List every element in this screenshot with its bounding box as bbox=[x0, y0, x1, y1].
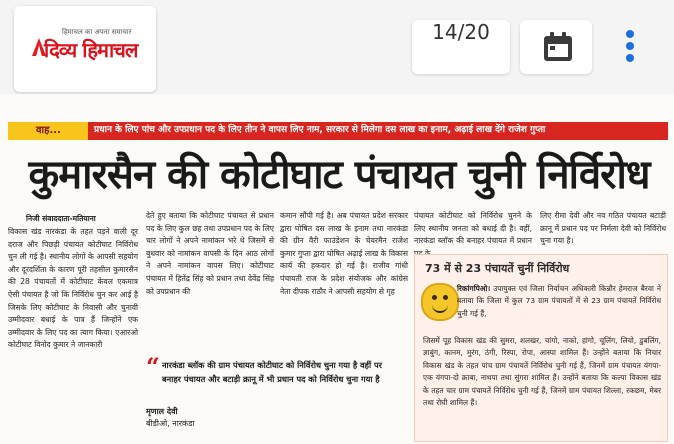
more-options-button[interactable] bbox=[616, 22, 644, 70]
logo-tagline: हिमाचल का अपना समाचार bbox=[62, 28, 132, 36]
quote-icon: “ bbox=[146, 352, 160, 381]
quote-place: बीडीओ, नारकंडा bbox=[146, 419, 195, 428]
quote-text: नारकंडा ब्लॉक की ग्राम पंचायत कोटीघाट को निर्विरोध चुना गया है वहीं पर बनाहर पंचायत और बटाड़ी क्रानू में भी प्रधान पद को निर्विरोध चुना गया है bbox=[162, 360, 382, 384]
article-column: विकास खंड नारकंडा के तहत पड़ने वाली दूर दराज और पिछड़ी पंचायत कोटीघाट निर्विरोध चुन ली गई है। स्थानीय लोगों के आपसी सहयोग और दूरदर्शिता के कारण पूरी तहसील कुमारसैन की 28 पंचायतों में कोटीघाट केवल एकमात्र ऐसी पंचायत है जो कि निर्विरोध चुन कर आई है जिसके लिए कोटीघाट के निवासी और चुनावी उम्मीदवार बधाई के पात्र हैं जिन्होंने एक उम्मीदवार के लिए पद का त्याग किया। एआरओ कोटीघाट विनोद कुमार ने जानकारी bbox=[8, 227, 138, 350]
article-column: पंचायत कोटीघाट को निर्विरोध चुनने के लिए स्थानीय जनता को बधाई दी है। वहीं, नारकंडा ब्लॉक की बनाहर पंचायत में प्रधान bbox=[414, 211, 532, 246]
sidebar-box bbox=[414, 254, 668, 442]
article-column: लिए रीमा देवी और नव गठित पंचायत बटाड़ी क्रानू में प्रधान पद पर निर्मला देवी को निर्विरोध चुना गया है। bbox=[540, 211, 666, 246]
calendar-button[interactable] bbox=[520, 20, 592, 74]
logo-name: दिव्य हिमाचल bbox=[44, 38, 138, 62]
article-byline: निजी संवाददाता-मतियाना bbox=[26, 214, 96, 223]
more-vertical-icon bbox=[626, 42, 634, 50]
smiley-icon bbox=[421, 283, 459, 321]
sidebar-lead bbox=[457, 283, 661, 320]
quote-author: मृणाल देवी bbox=[146, 407, 178, 416]
more-vertical-icon bbox=[626, 30, 634, 38]
news-ticker bbox=[8, 122, 668, 140]
sidebar-title: 73 में से 23 पंचायतें चुनीं निर्विरोध bbox=[425, 262, 570, 275]
newspaper-page bbox=[0, 94, 674, 444]
sidebar-lead-text: उपायुक्त एवं जिला निर्वाचन अधिकारी किन्नौर हेमराज बैरवा ने बताया कि जिला में कुल 73 ग्राम पंचायतों में से 23 ग्राम पंचायतें निर्विरोध चुनी गई हैं, bbox=[457, 284, 661, 318]
page-counter[interactable]: 14/20 bbox=[412, 20, 510, 74]
publication-logo[interactable] bbox=[14, 6, 156, 92]
article-headline: कुमारसैन की कोटीघाट पंचायत चुनी निर्विरोध bbox=[28, 151, 650, 198]
article-column: देते हुए बताया कि कोटीघाट पंचायत से प्रधान पद के लिए कुल छह तथा उपप्रधान पद के लिए चार लोगों ने अपने नामांकन भरे थे जिसमें से बुधवार को नामांकन वापसी के दिन आठ लोगों ने अपने नामांकन वापस लिए। कोटीघाट पंचायत में हितेंद्र सिंह को प्रधान तथा देवेंद्र सिंह को उपप्रधान की bbox=[146, 211, 274, 296]
app-header bbox=[0, 0, 674, 94]
calendar-icon bbox=[542, 31, 574, 63]
more-vertical-icon bbox=[626, 54, 634, 62]
sidebar-body: जिसमें पूह विकास खंड की सुमरा, शलखर, चांगो, नाको, हांगो, चूलिंग, लियो, डुबलिंग, ज्ञाबुंग, कानम, मुरंग, ठंगी, रिस्पा, रोपा, आस्पा शामिल हैं। उन्होंने बताया कि निचार विकास खंड के तहत पांच ग्राम पंचायतें निर्विरोध चुनी गई हैं, जिनमें ग्राम पंचायत यंगपा-एक यंगपा-दो क्राबा, नाथपा तथा सुंगरा शामिल हैं। उन्होंने बताया कि कल्पा विकास खंड के तहत चार ग्राम पंचायतें निर्विरोध चुनी गई हैं, जिनमें ग्राम पंचायत शिल्ला, रकछम, मेबर तथा रोघी शामिल हैं। bbox=[423, 336, 661, 408]
article-column: कमान सौंपी गई है। अब पंचायत प्रदेश सरकार द्वारा घोषित दस लाख के इनाम तथा नारकंडा की ग्रीन वैरी फाउंडेशन के चेयरमैन राजेश कुमार गुप्ता द्वारा घोषित अढ़ाई लाख के विकास कार्य की हकदार हो गई है। राजीव गांधी पंचायती राज के प्रदेश संयोजक और कांग्रेस नेता दीपक राठौर ने आपसी सहयोग से गृह bbox=[280, 211, 408, 296]
ticker-text: प्रधान के लिए पांच और उपप्रधान पद के लिए तीन ने वापस लिए नाम, सरकार से मिलेगा दस लाख का इनाम, अढ़ाई लाख देंगे राजेश गुप्ता bbox=[94, 125, 546, 135]
ticker-label: वाह... bbox=[8, 122, 88, 140]
sidebar-lead-place: रिकांगपिओ। bbox=[457, 284, 491, 293]
